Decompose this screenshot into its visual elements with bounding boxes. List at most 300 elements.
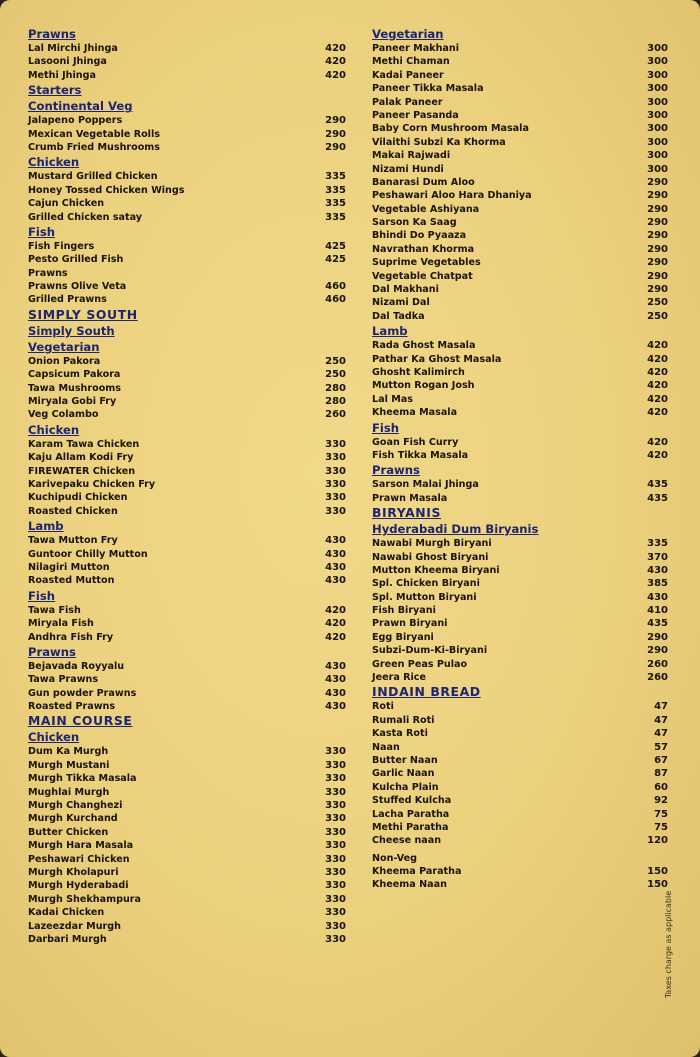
menu-item — [28, 574, 346, 587]
menu-item — [28, 561, 346, 574]
menu-item-price: 425 — [325, 254, 346, 266]
menu-item — [28, 478, 346, 491]
menu-item-name: Nawabi Ghost Biryani — [372, 551, 489, 563]
menu-item-price: 290 — [325, 141, 346, 153]
menu-item — [28, 438, 346, 451]
section-heading-prawns: Prawns — [372, 463, 420, 478]
menu-item-name: Tawa Mushrooms — [28, 382, 121, 394]
menu-item-price: 330 — [325, 907, 346, 919]
menu-item — [372, 754, 668, 767]
menu-item-name: Subzi-Dum-Ki-Biryani — [372, 645, 488, 657]
menu-item-name: Mughlai Murgh — [28, 786, 110, 798]
menu-item-name: Tawa Mutton Fry — [28, 535, 118, 547]
menu-item-name: Lal Mas — [372, 393, 413, 405]
menu-item-price: 290 — [647, 631, 668, 643]
menu-item — [28, 253, 346, 266]
menu-item-name: Lal Mirchi Jhinga — [28, 43, 118, 54]
menu-item-name: Darbari Murgh — [28, 933, 107, 945]
menu-item-price: 420 — [647, 353, 668, 365]
menu-item-price: 290 — [647, 230, 668, 242]
menu-item — [372, 564, 668, 577]
menu-item-price: 330 — [325, 933, 346, 945]
menu-item — [372, 492, 668, 505]
menu-item-price: 330 — [325, 800, 346, 812]
menu-item — [28, 893, 346, 906]
menu-item — [372, 808, 668, 821]
menu-item — [372, 69, 668, 82]
menu-item-price: 335 — [325, 198, 346, 210]
menu-item — [372, 366, 668, 379]
menu-item-price: 280 — [325, 396, 346, 408]
menu-item-name: Kadai Paneer — [372, 69, 444, 81]
menu-item-name: Roasted Chicken — [28, 505, 118, 517]
menu-item-price: 430 — [647, 564, 668, 576]
menu-item-price: 290 — [647, 217, 668, 229]
menu-item — [372, 700, 668, 713]
menu-item — [372, 658, 668, 671]
menu-item — [28, 451, 346, 464]
menu-item-name: Kasta Roti — [372, 728, 428, 740]
section-heading-vegetarian: Vegetarian — [28, 339, 100, 354]
menu-item-price: 420 — [325, 631, 346, 643]
menu-item-name: Prawns Olive Veta — [28, 281, 127, 293]
menu-item — [28, 673, 346, 686]
menu-item — [28, 772, 346, 785]
menu-item-name: Lasooni Jhinga — [28, 56, 107, 68]
menu-item — [28, 184, 346, 197]
menu-item-price: 330 — [325, 438, 346, 450]
menu-item-name: Stuffed Kulcha — [372, 795, 452, 807]
menu-item-price: 290 — [647, 190, 668, 202]
menu-item-name: Dum Ka Murgh — [28, 746, 109, 758]
section-heading-indain-bread: INDAIN BREAD — [372, 684, 481, 700]
menu-item-name: Tawa Fish — [28, 604, 81, 616]
menu-item — [28, 267, 346, 280]
menu-item — [28, 920, 346, 933]
menu-item-price: 300 — [647, 136, 668, 148]
section-heading-simply-south: Simply South — [28, 323, 115, 338]
menu-item-price: 460 — [325, 281, 346, 293]
menu-item — [28, 170, 346, 183]
menu-item-price: 300 — [647, 83, 668, 95]
menu-item-price: 250 — [647, 310, 668, 322]
menu-item — [372, 203, 668, 216]
menu-item-price: 430 — [325, 701, 346, 713]
section-heading-prawns: Prawns — [28, 27, 76, 41]
menu-item — [28, 293, 346, 306]
menu-item-price: 420 — [647, 436, 668, 448]
menu-item — [372, 727, 668, 740]
menu-item-name: Lacha Paratha — [372, 808, 450, 820]
menu-item-name: Nawabi Murgh Biryani — [372, 538, 492, 550]
menu-item-price: 435 — [647, 618, 668, 630]
menu-item-name: Baby Corn Mushroom Masala — [372, 123, 529, 135]
menu-item — [372, 644, 668, 657]
menu-item-price: 335 — [647, 538, 668, 550]
menu-item-price: 335 — [325, 171, 346, 183]
menu-item — [372, 436, 668, 449]
menu-item — [28, 69, 346, 82]
menu-item-price: 420 — [647, 366, 668, 378]
menu-item — [28, 700, 346, 713]
menu-item-name: Methi Chaman — [372, 56, 450, 68]
menu-item-name: Mustard Grilled Chicken — [28, 171, 158, 183]
menu-item-price: 290 — [647, 284, 668, 296]
menu-item-price: 430 — [325, 687, 346, 699]
menu-item-price: 290 — [325, 128, 346, 140]
section-heading-lamb: Lamb — [28, 519, 64, 534]
menu-item-price: 330 — [325, 813, 346, 825]
menu-item-name: Butter Chicken — [28, 826, 109, 838]
menu-item — [28, 839, 346, 852]
menu-item — [372, 339, 668, 352]
menu-item — [28, 631, 346, 644]
menu-item-price: 75 — [654, 808, 668, 820]
menu-item-price: 47 — [654, 728, 668, 740]
section-heading-fish: Fish — [372, 420, 400, 435]
menu-item-name: Rumali Roti — [372, 714, 435, 726]
menu-item — [28, 866, 346, 879]
menu-left-column — [28, 26, 346, 946]
menu-item-name: Vegetable Ashiyana — [372, 203, 480, 215]
menu-item — [372, 878, 668, 891]
menu-item-price: 330 — [325, 840, 346, 852]
taxes-note: Taxes charge as applicable — [663, 890, 673, 999]
menu-item — [372, 781, 668, 794]
menu-item-name: Guntoor Chilly Mutton — [28, 548, 148, 560]
section-heading-biryanis: BIRYANIS — [372, 505, 441, 521]
menu-item-price: 420 — [325, 618, 346, 630]
menu-item-price: 330 — [325, 866, 346, 878]
section-heading-chicken: Chicken — [28, 422, 80, 437]
menu-item-price: 60 — [654, 781, 668, 793]
menu-item — [28, 799, 346, 812]
menu-item-name: Murgh Kholapuri — [28, 866, 119, 878]
menu-item-price: 67 — [654, 754, 668, 766]
menu-item-name: Kheema Masala — [372, 407, 458, 419]
menu-item-name: Jalapeno Poppers — [28, 115, 123, 127]
menu-item-price: 330 — [325, 920, 346, 932]
menu-item-price: 420 — [647, 407, 668, 419]
menu-item — [28, 42, 346, 55]
menu-item-name: Nilagiri Mutton — [28, 561, 110, 573]
menu-item-name: Murgh Hyderabadi — [28, 880, 129, 892]
menu-item — [372, 393, 668, 406]
menu-item-name: Sarson Ka Saag — [372, 217, 457, 229]
menu-item-name: Non-Veg — [372, 852, 418, 864]
menu-item-name: Grilled Chicken satay — [28, 211, 143, 223]
menu-item-price: 290 — [647, 243, 668, 255]
menu-item-name: Paneer Makhani — [372, 43, 459, 54]
menu-item-name: Vilaithi Subzi Ka Khorma — [372, 136, 506, 148]
menu-item — [372, 537, 668, 550]
menu-item-name: Garlic Naan — [372, 768, 435, 780]
menu-item — [28, 534, 346, 547]
menu-item — [372, 149, 668, 162]
menu-item-name: Sarson Malai Jhinga — [372, 479, 479, 491]
menu-item — [372, 631, 668, 644]
menu-item-price: 420 — [325, 43, 346, 54]
menu-item-price: 92 — [654, 795, 668, 807]
menu-item-price: 330 — [325, 478, 346, 490]
menu-item — [372, 353, 668, 366]
menu-item — [28, 368, 346, 381]
menu-item — [28, 548, 346, 561]
menu-item-name: Makai Rajwadi — [372, 150, 451, 162]
menu-item-name: Dal Tadka — [372, 310, 425, 322]
menu-item-name: Kuchipudi Chicken — [28, 492, 128, 504]
menu-item — [28, 853, 346, 866]
menu-item — [372, 176, 668, 189]
menu-item — [372, 834, 668, 847]
section-heading-prawns: Prawns — [28, 644, 76, 659]
menu-item-name: Butter Naan — [372, 754, 438, 766]
menu-item-name: Lazeezdar Murgh — [28, 920, 121, 932]
menu-item-name: Fish Biryani — [372, 605, 436, 617]
menu-item-name: Andhra Fish Fry — [28, 631, 114, 643]
menu-item — [372, 577, 668, 590]
menu-item-price: 330 — [325, 465, 346, 477]
menu-item — [372, 189, 668, 202]
section-heading-continental-veg: Continental Veg — [28, 99, 133, 114]
menu-item — [372, 270, 668, 283]
menu-item-price: 435 — [647, 479, 668, 491]
menu-item-price: 330 — [325, 746, 346, 758]
menu-item — [372, 310, 668, 323]
menu-item-price: 460 — [325, 294, 346, 306]
menu-item-name: Prawn Biryani — [372, 618, 448, 630]
menu-item-price: 290 — [325, 115, 346, 127]
section-heading-hyderabadi-dum-biryanis: Hyderabadi Dum Biryanis — [372, 522, 539, 537]
menu-item-price: 430 — [325, 561, 346, 573]
menu-item — [372, 163, 668, 176]
section-heading-fish: Fish — [28, 224, 56, 239]
menu-item-price: 290 — [647, 203, 668, 215]
menu-item-name: Methi Paratha — [372, 821, 449, 833]
menu-item-price: 335 — [325, 211, 346, 223]
menu-item-name: Cajun Chicken — [28, 198, 105, 210]
menu-item-price: 290 — [647, 257, 668, 269]
menu-item-name: Mexican Vegetable Rolls — [28, 128, 160, 140]
menu-item — [28, 382, 346, 395]
menu-item-price: 420 — [647, 340, 668, 352]
menu-item — [28, 465, 346, 478]
section-heading-vegetarian: Vegetarian — [372, 27, 444, 41]
menu-item-price: 260 — [325, 409, 346, 421]
menu-item-name: Spl. Mutton Biryani — [372, 591, 477, 603]
menu-item-name: Miryala Fish — [28, 618, 94, 630]
menu-item — [372, 229, 668, 242]
menu-item-price: 120 — [647, 835, 668, 847]
menu-item-price: 57 — [654, 741, 668, 753]
menu-item-name: Naan — [372, 741, 400, 753]
menu-item-price: 150 — [647, 866, 668, 878]
menu-item-price: 330 — [325, 880, 346, 892]
menu-item-name: Kheema Naan — [372, 879, 447, 891]
menu-item — [28, 280, 346, 293]
menu-item-name: Kheema Paratha — [372, 866, 462, 878]
menu-item-name: Peshawari Chicken — [28, 853, 130, 865]
section-heading-main-course: MAIN COURSE — [28, 713, 133, 729]
menu-item-price: 300 — [647, 69, 668, 81]
menu-item — [28, 786, 346, 799]
menu-item-name: Capsicum Pakora — [28, 369, 121, 381]
menu-item-price: 280 — [325, 382, 346, 394]
menu-item — [372, 604, 668, 617]
menu-item — [372, 821, 668, 834]
menu-item — [28, 617, 346, 630]
menu-item-name: Roasted Prawns — [28, 701, 116, 713]
menu-item — [28, 240, 346, 253]
menu-item — [28, 128, 346, 141]
menu-right-column — [372, 26, 668, 892]
menu-item-name: Kadai Chicken — [28, 907, 105, 919]
menu-item-name: Karam Tawa Chicken — [28, 438, 140, 450]
menu-item-name: Bejavada Royyalu — [28, 660, 125, 672]
menu-item — [28, 660, 346, 673]
menu-item-name: Peshawari Aloo Hara Dhaniya — [372, 190, 532, 202]
menu-item-price: 385 — [647, 578, 668, 590]
menu-item-name: Paneer Tikka Masala — [372, 83, 484, 95]
menu-item — [372, 671, 668, 684]
menu-item-price: 300 — [647, 150, 668, 162]
section-heading-chicken: Chicken — [28, 730, 80, 745]
menu-item-price: 330 — [325, 826, 346, 838]
menu-item — [372, 591, 668, 604]
menu-item-price: 290 — [647, 176, 668, 188]
menu-item-name: Murgh Kurchand — [28, 813, 118, 825]
menu-item-name: Murgh Hara Masala — [28, 840, 134, 852]
menu-item-name: Bhindi Do Pyaaza — [372, 230, 467, 242]
menu-item-price: 420 — [647, 393, 668, 405]
menu-item-price: 330 — [325, 505, 346, 517]
menu-item — [372, 256, 668, 269]
section-heading-lamb: Lamb — [372, 324, 408, 339]
menu-item-price: 420 — [647, 449, 668, 461]
menu-item-name: Dal Makhani — [372, 284, 439, 296]
menu-item-name: Mutton Kheema Biryani — [372, 564, 500, 576]
menu-item-price: 300 — [647, 109, 668, 121]
menu-item-price: 330 — [325, 853, 346, 865]
menu-item-name: Banarasi Dum Aloo — [372, 176, 475, 188]
menu-item-name: Onion Pakora — [28, 355, 101, 367]
menu-item-price: 420 — [647, 380, 668, 392]
menu-item-name: Gun powder Prawns — [28, 687, 137, 699]
menu-item — [372, 109, 668, 122]
menu-item-price: 420 — [325, 604, 346, 616]
menu-item-name: Nizami Dal — [372, 297, 430, 309]
menu-item-name: Jeera Rice — [372, 672, 426, 684]
menu-item-name: Mutton Rogan Josh — [372, 380, 475, 392]
menu-item — [372, 449, 668, 462]
menu-item-price: 430 — [325, 535, 346, 547]
menu-item-name: Honey Tossed Chicken Wings — [28, 184, 185, 196]
menu-item — [28, 55, 346, 68]
menu-item-price: 420 — [325, 69, 346, 81]
menu-item — [372, 617, 668, 630]
menu-item-price: 435 — [647, 492, 668, 504]
menu-item-price: 300 — [647, 123, 668, 135]
menu-item-name: Miryala Gobi Fry — [28, 396, 117, 408]
menu-item — [372, 478, 668, 491]
menu-item-name: Green Peas Pulao — [372, 658, 468, 670]
section-heading-chicken: Chicken — [28, 155, 80, 170]
menu-item — [28, 745, 346, 758]
menu-item — [372, 551, 668, 564]
menu-item-price: 250 — [325, 369, 346, 381]
menu-item-price: 47 — [654, 714, 668, 726]
menu-item — [28, 355, 346, 368]
menu-item-name: Navrathan Khorma — [372, 243, 475, 255]
menu-item-name: Murgh Mustani — [28, 759, 110, 771]
menu-item — [372, 714, 668, 727]
menu-item-price: 250 — [647, 297, 668, 309]
section-heading-fish: Fish — [28, 588, 56, 603]
menu-item-price: 430 — [325, 548, 346, 560]
menu-item — [372, 406, 668, 419]
menu-item — [372, 865, 668, 878]
menu-item — [28, 759, 346, 772]
menu-item-name: Pesto Grilled Fish — [28, 254, 124, 266]
menu-item-name: Vegetable Chatpat — [372, 270, 473, 282]
menu-item — [372, 122, 668, 135]
menu-item-name: Roti — [372, 701, 394, 713]
menu-item — [372, 96, 668, 109]
menu-item-name: Murgh Changhezi — [28, 800, 123, 812]
menu-item — [372, 55, 668, 68]
menu-item-price: 430 — [647, 591, 668, 603]
menu-item-price: 420 — [325, 56, 346, 68]
menu-item-name: Prawns — [28, 267, 68, 279]
menu-item-price: 87 — [654, 768, 668, 780]
menu-item-name: Murgh Shekhampura — [28, 893, 141, 905]
menu-item-price: 430 — [325, 575, 346, 587]
menu-item-price: 335 — [325, 184, 346, 196]
menu-item — [28, 491, 346, 504]
menu-item-name: Suprime Vegetables — [372, 257, 481, 269]
menu-item — [28, 879, 346, 892]
menu-item — [372, 283, 668, 296]
menu-item-price: 260 — [647, 658, 668, 670]
menu-item — [28, 114, 346, 127]
section-heading-starters: Starters — [28, 83, 82, 98]
menu-item-name: Kaju Allam Kodi Fry — [28, 452, 134, 464]
menu-item — [372, 794, 668, 807]
menu-item-price: 290 — [647, 270, 668, 282]
menu-item — [28, 505, 346, 518]
menu-item-name: Murgh Tikka Masala — [28, 773, 137, 785]
menu-item-price: 330 — [325, 893, 346, 905]
menu-item-price: 330 — [325, 492, 346, 504]
menu-item — [28, 826, 346, 839]
menu-item-name: Fish Tikka Masala — [372, 449, 469, 461]
menu-item-name: Veg Colambo — [28, 409, 99, 421]
menu-item — [372, 296, 668, 309]
menu-item-price: 250 — [325, 355, 346, 367]
menu-item-price: 430 — [325, 674, 346, 686]
menu-item-name: Methi Jhinga — [28, 69, 96, 81]
menu-item-price: 330 — [325, 773, 346, 785]
menu-item-name: Ghosht Kalimirch — [372, 366, 465, 378]
menu-item-price: 330 — [325, 786, 346, 798]
menu-item — [372, 243, 668, 256]
menu-item-price: 150 — [647, 879, 668, 891]
menu-item-price: 47 — [654, 701, 668, 713]
menu-item-name: Grilled Prawns — [28, 294, 107, 306]
menu-item-name: Pathar Ka Ghost Masala — [372, 353, 502, 365]
menu-item — [28, 812, 346, 825]
menu-item-price: 300 — [647, 163, 668, 175]
